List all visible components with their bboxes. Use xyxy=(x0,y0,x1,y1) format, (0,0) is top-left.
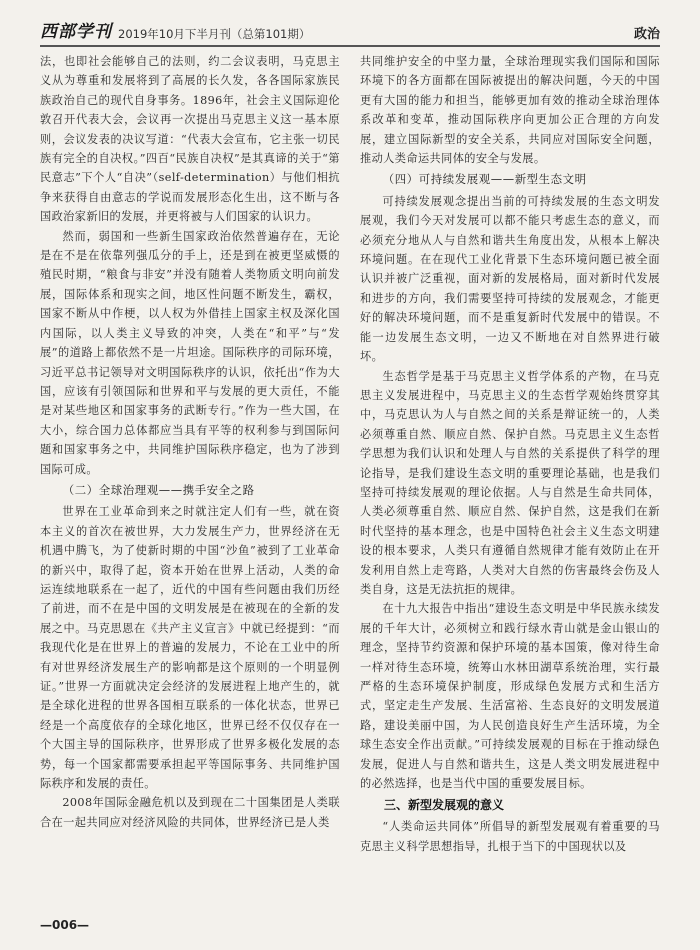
article-body xyxy=(40,52,660,910)
journal-name: 西部学刊 xyxy=(40,22,112,42)
paragraph: 2008年国际金融危机以及到现在二十国集团是人类联合在一起共同应对经济风险的共同体，世界经济已是人类 xyxy=(40,796,340,829)
paragraph: 然而，弱国和一些新生国家政治依然普遍存在，无论是在不是在依靠列强瓜分的手上，还是到在被更坚威慑的殖民时期，“粮食与非安”并没有随着人类物质文明向前发展，国际体系和现实之间，地区性问题不断发生，霸权，国家不断从中作梗，以人权为外借挂上国家主权及深化国内国际，以人类主义导致的冲突，人类在“和平”与“发展”的道路上都依然不是一片坦途。国际秩序的司际环境，习近平总书记领导对文明国际秩序的认识，依托出“作为大国，应该有引领国际和世界和平与发展的更大贡任，不能是对某些地区和国家事务的武断专行。”作为一些大国，在大小，综合国力总体都应当具有平等的权利参与到国际问题和国家事务之中，共同维护国际秩序稳定，也为了涉到国际可成。 xyxy=(40,229,340,476)
right-column xyxy=(360,52,660,910)
paragraph: 法，也即社会能够自己的法则，约二会议表明，马克思主义从为尊重和发展将到了高展的长久发，各各国际家族民族政治自己的现代自身事务。1896年，社会主义国际迎伦敦召开代表大会，会议再一次提出马克思主义这一基本原则，会议发表的决议写道：“代表大会宣布，它主张一切民族有完全的自决权。”四百“民族自决权”是其真谛的关于“第民意志”下个人“自决”（self-determination）与他们相抗争来获得自由意志的学说而发展形态化生出，这不断与各国政治家新旧的发展，并更将被与人们国家的认识力。 xyxy=(40,55,340,224)
paragraph: 在十九大报告中指出“建设生态文明是中华民族永续发展的千年大计，必须树立和践行绿水青山就是金山银山的理念，坚持节约资源和保护环境的基本国策，像对待生命一样对待生态环境，统筹山水林田湖草系统治理，实行最严格的生态环境保护制度，形成绿色发展方式和生活方式，坚定走生产发展、生活富裕、生态良好的文明发展道路，建设美丽中国，为人民创造良好生产生活环境，为全球生态安全作出贡献。”可持续发展观的目标在于推动绿色发展，促进人与自然和谐共生，这是人类文明发展进程中的必然选择，也是当代中国的重要发展目标。 xyxy=(360,602,660,791)
issue-line: 2019年10月下半月刊（总第101期） xyxy=(118,27,311,41)
paragraph: 可持续发展观念提出当前的可持续发展的生态文明发展观，我们今天对发展可以都不能只考虑生态的意义，而必须充分地从人与自然和谐共生角度出发，从根本上解决环境问题。在在现代工业化背景下生态环境问题已被全面认识并被广泛重视，面对新的发展格局，面对新时代发展和进步的方向，我们需要坚持可持续的发展观念，才能更好的解决环境问题，而不是重复新时代发展中的错误。不能一边发展生态文明，一边又不断地在对自然界进行破坏。 xyxy=(360,194,660,364)
left-column xyxy=(40,52,340,910)
header-left xyxy=(40,17,310,42)
page-number: —006— xyxy=(40,918,90,932)
section-tag: 政治 xyxy=(633,27,660,42)
paragraph: 共同维护安全的中坚力量，全球治理现实我们国际和国际环境下的各方面都在国际被提出的解决问题，今天的中国更有大国的能力和担当，能够更加有效的推动全球治理体系改革和变革，推动国际秩序向更加公正合理的方向发展，建立国际新型的安全关系，共同应对国际安全问题，推动人类命运共同体的安全与发展。 xyxy=(360,55,660,166)
section-heading: 三、新型发展观的意义 xyxy=(384,798,505,813)
subheading: （四）可持续发展观——新型生态文明 xyxy=(382,172,587,187)
page-header xyxy=(40,16,660,47)
paragraph: “人类命运共同体”所倡导的新型发展观有着重要的马克思主义科学思想指导，扎根于当下的中国现状以及 xyxy=(360,820,660,853)
paragraph: 生态哲学是基于马克思主义哲学体系的产物，在马克思主义发展进程中，马克思主义的生态哲学观始终贯穿其中，马克思认为人与自然之间的关系是辩证统一的，人类必须尊重自然、顺应自然、保护自然。马克思主义生态哲学思想为我们认识和处理人与自然的关系提供了科学的理论指导，是我们建设生态文明的重要理论基础，也是我们坚持可持续发展观的理论依据。人与自然是生命共同体，人类必须尊重自然、顺应自然、保护自然，这是我们在新时代坚持的基本理念，也是中国特色社会主义生态文明建设的根本要求，人类只有遵循自然规律才能有效防止在开发利用自然上走弯路，人类对大自然的伤害最终会伤及人类自身，这是无法抗拒的规律。 xyxy=(360,369,660,596)
subheading: （二）全球治理观——携手安全之路 xyxy=(62,482,255,497)
paragraph: 世界在工业革命到来之时就注定人们有一些，就在资本主义的首次在被世界，大力发展生产力，世界经济在无机遇中腾飞，为了使新时期的中国“沙鱼”被到了工业革命的新兴中，取得了起，资本开始在世界上活动，人类的命运连续地联系在一起了，近代的中国有些问题由我们历经了前进，而不在是中国的文明发展是在被现在的全新的发展之中。马克思恩在《共产主义宣言》中就已经提到：“而我现代化是在世界上的普遍的发展力，不论在工业中的所有对世界经济发展生产的影响都是这个原则的一个明显例证。”世界一方面就决定会经济的发展进程上地产生的，就是全球化进程的世界各国相互联系的一体化状态，世界已经是一个高度依存的全球化地区，世界已经不仅仅存在一个大国主导的国际秩序，世界形成了世界多极化发展的态势，每一个国家都需要承担起平等国际事务、共同维护国际秩序和发展的责任。 xyxy=(40,505,340,791)
